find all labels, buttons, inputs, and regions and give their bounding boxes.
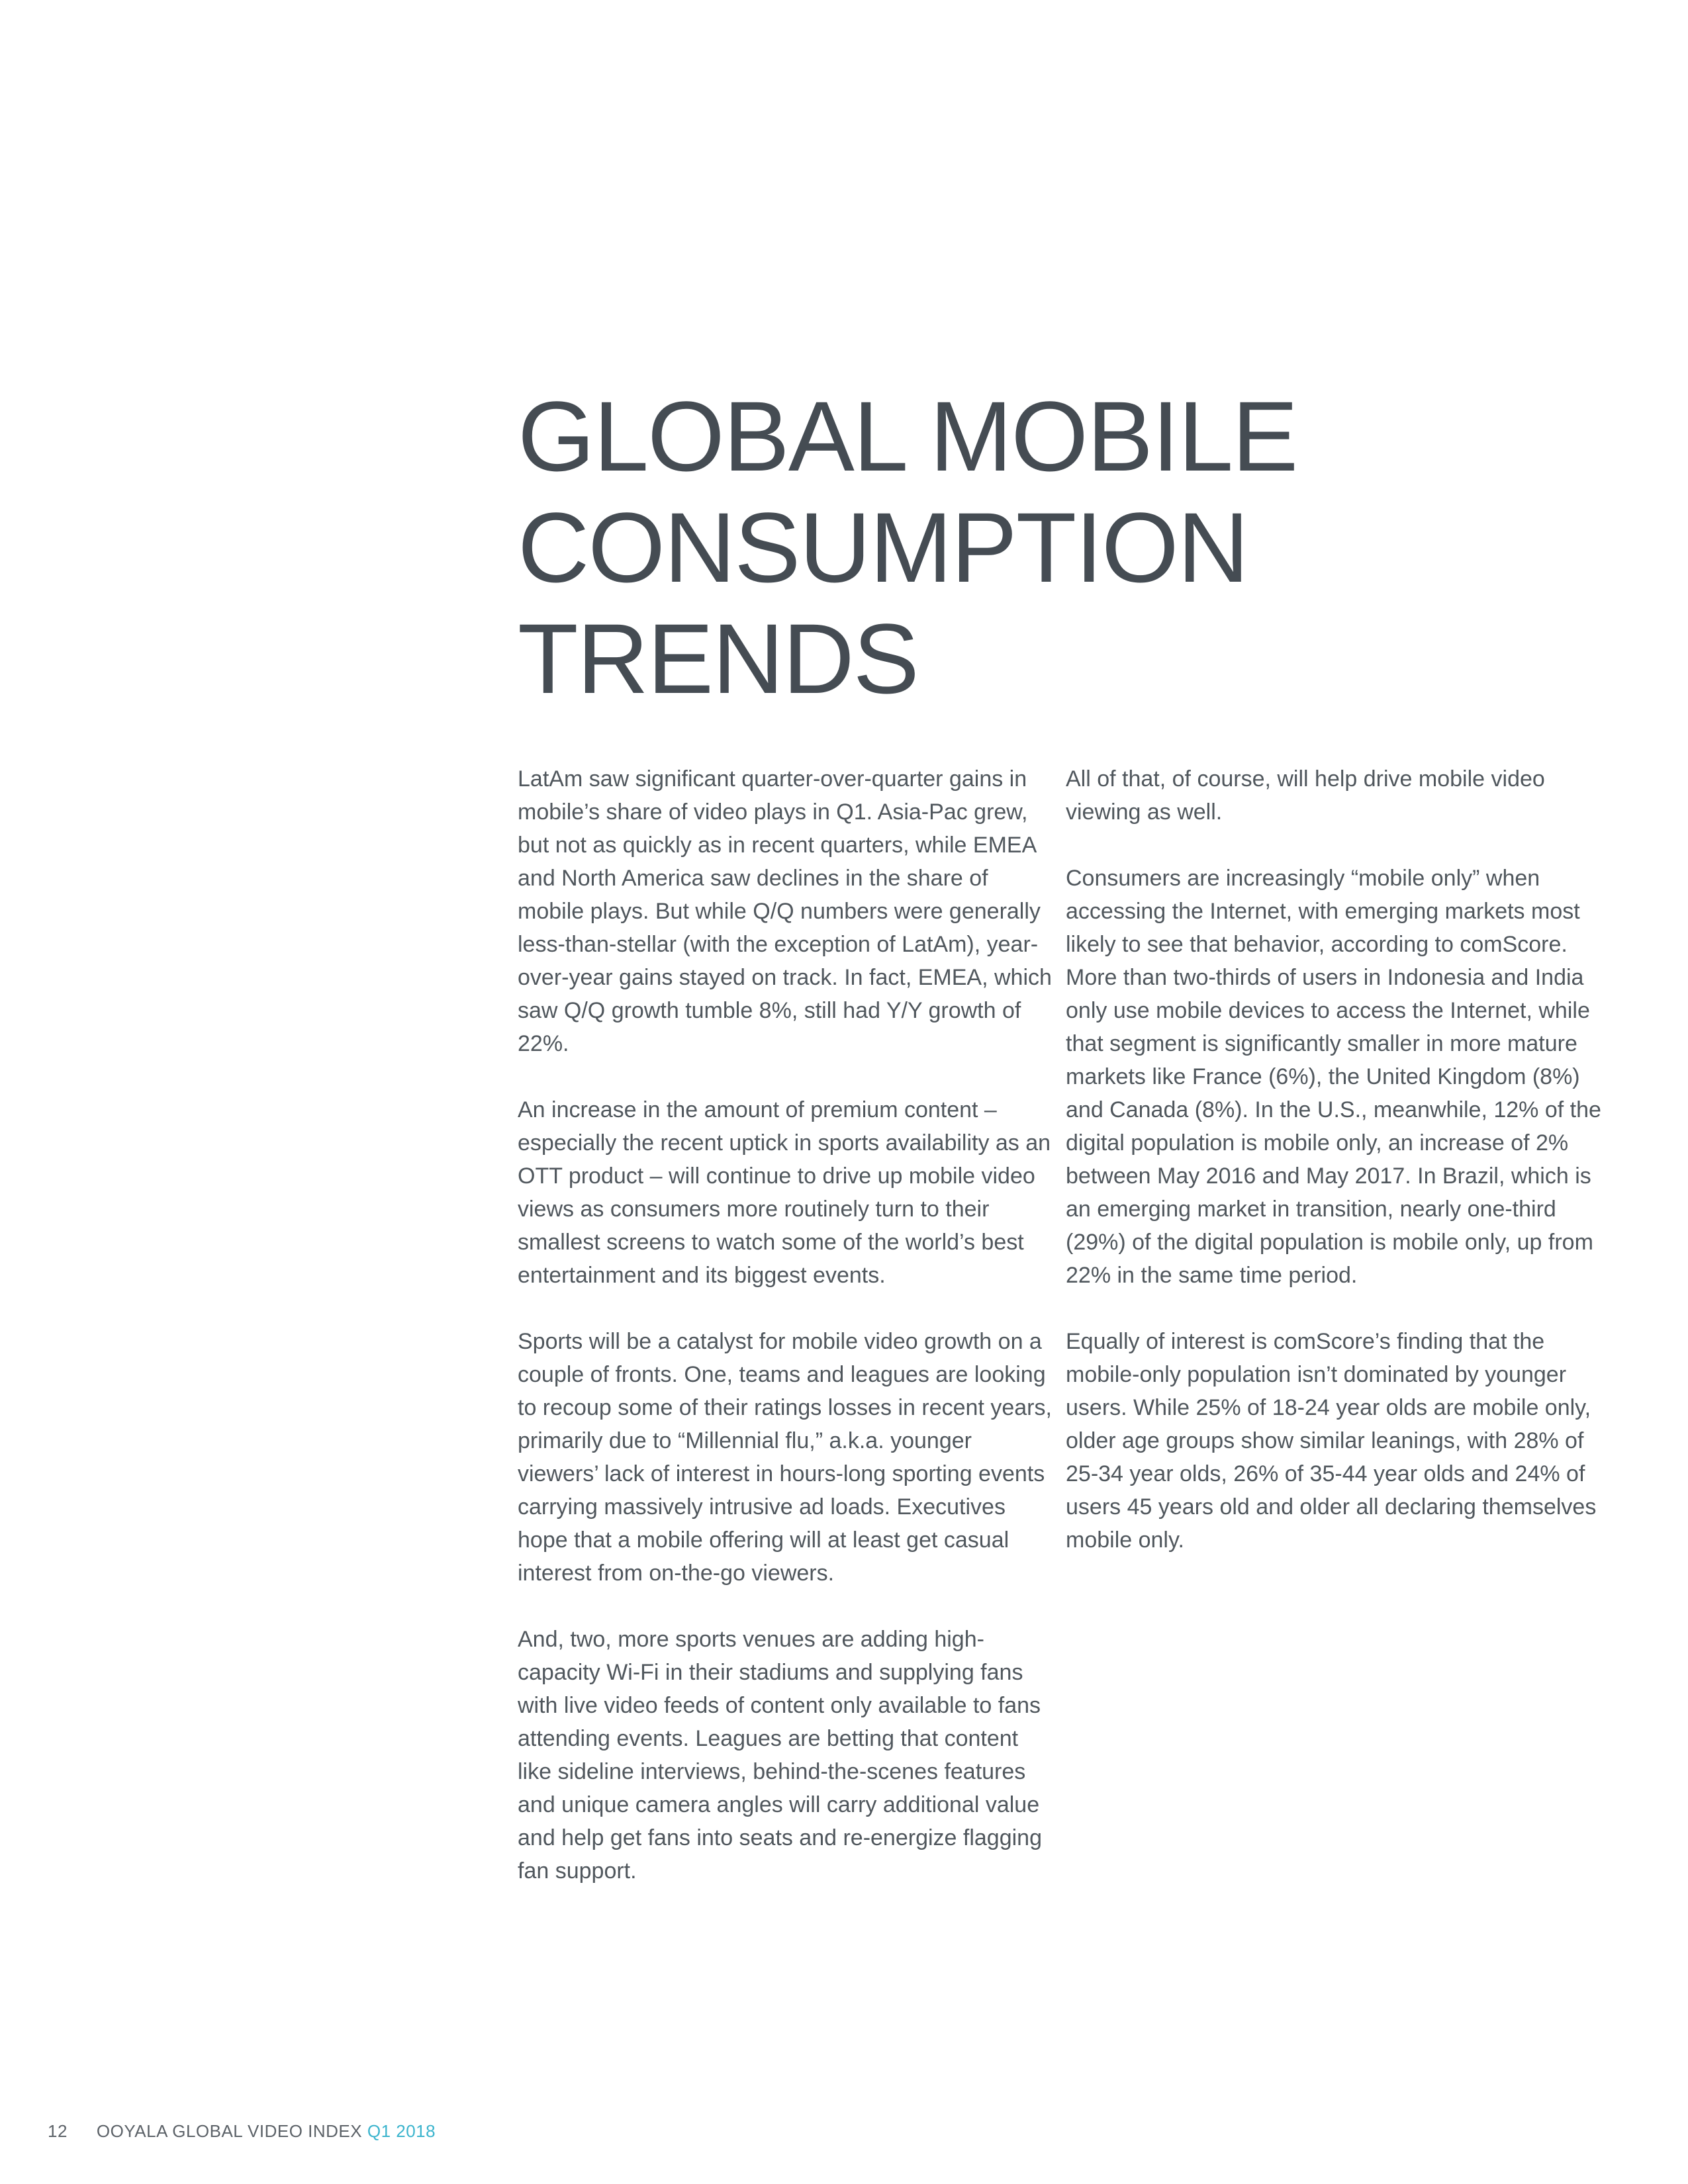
right-text-column bbox=[1066, 762, 1609, 1590]
body-paragraph: An increase in the amount of premium content – especially the recent uptick in sports availability as an OTT product – will continue to drive up mobile video views as consumers more routinely turn to their smallest screens to watch some of the world’s best entertainment and its biggest events. bbox=[518, 1097, 1051, 1288]
page-title-line: GLOBAL MOBILE bbox=[518, 381, 1297, 492]
page-title bbox=[518, 381, 1511, 714]
body-paragraph: Equally of interest is comScore’s finding that the mobile-only population isn’t dominated by younger users. While 25% of 18-24 year olds are mobile only, older age groups show similar leanings, with 28% of 25-34 year olds, 26% of 35-44 year olds and 24% of users 45 years old and older all declaring themselves mobile only. bbox=[1066, 1329, 1597, 1553]
body-paragraph: Sports will be a catalyst for mobile video growth on a couple of fronts. One, teams and leagues are looking to recoup some of their ratings losses in recent years, primarily due to “Millennial flu,” a.k.a. younger viewers’ lack of interest in hours-long sporting events carrying massively intrusive ad loads. Executives hope that a mobile offering will at least get casual interest from on-the-go viewers. bbox=[518, 1329, 1052, 1586]
body-paragraph: LatAm saw significant quarter-over-quarter gains in mobile’s share of video plays in Q1. Asia-Pac grew, but not as quickly as in recent quarters, while EMEA and North America saw declines in the share of mobile plays. But while Q/Q numbers were generally less-than-stellar (with the exception of LatAm), year-over-year gains stayed on track. In fact, EMEA, which saw Q/Q growth tumble 8%, still had Y/Y growth of 22%. bbox=[518, 766, 1052, 1056]
left-text-column bbox=[518, 762, 1054, 1921]
edition-label: Q1 2018 bbox=[367, 2121, 436, 2141]
page-title-line: CONSUMPTION bbox=[518, 492, 1248, 603]
page-footer bbox=[48, 2119, 436, 2143]
publication-name: OOYALA GLOBAL VIDEO INDEX bbox=[96, 2121, 363, 2141]
body-paragraph: Consumers are increasingly “mobile only” when accessing the Internet, with emerging markets most likely to see that behavior, according to comScore. More than two-thirds of users in Indonesia and India only use mobile devices to access the Internet, while that segment is significantly smaller in more mature markets like France (6%), the United Kingdom (8%) and Canada (8%). In the U.S., meanwhile, 12% of the digital population is mobile only, an increase of 2% between May 2016 and May 2017. In Brazil, which is an emerging market in transition, nearly one-third (29%) of the digital population is mobile only, up from 22% in the same time period. bbox=[1066, 866, 1601, 1288]
page-title-line: TRENDS bbox=[518, 603, 918, 714]
body-paragraph: All of that, of course, will help drive mobile video viewing as well. bbox=[1066, 766, 1545, 825]
body-paragraph: And, two, more sports venues are adding high-capacity Wi-Fi in their stadiums and supplying fans with live video feeds of content only available to fans attending events. Leagues are betting that content like sideline interviews, behind-the-scenes features and unique camera angles will carry additional value and help get fans into seats and re-energize flagging fan support. bbox=[518, 1627, 1042, 1884]
page-number: 12 bbox=[48, 2121, 68, 2141]
